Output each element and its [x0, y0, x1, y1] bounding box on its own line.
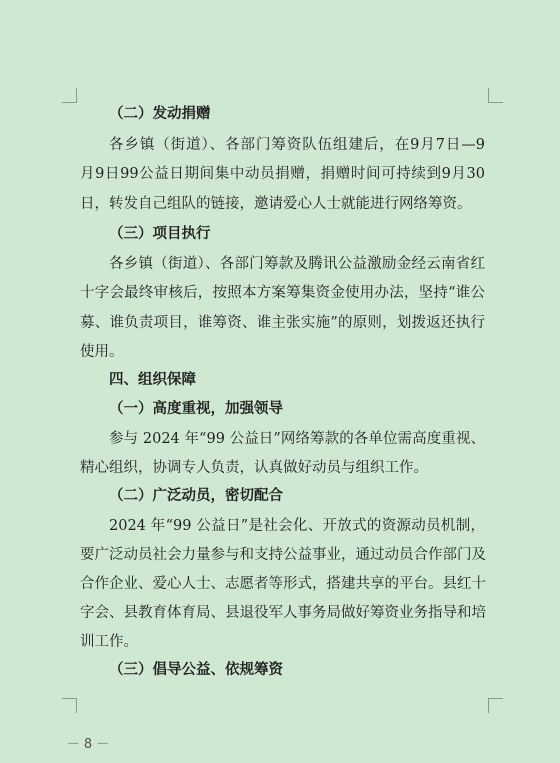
paragraph-line: 募、谁负责项目，谁筹资、谁主张实施”的原则，划拨返还执行	[80, 315, 485, 331]
page-number: － 8 －	[66, 737, 110, 752]
paragraph-line: 合作企业、爱心人士、志愿者等形式，搭建共享的平台。县红十	[80, 576, 486, 592]
crop-mark-top-left	[62, 88, 77, 103]
paragraph-line: 各乡镇（街道）、各部门筹资队伍组建后，在9月7日—9	[109, 137, 485, 153]
paragraph-line: 精心组织，协调专人负责，认真做好动员与组织工作。	[80, 460, 428, 476]
subheading-advocate-public-welfare: （三）倡导公益、依规筹资	[109, 661, 283, 678]
paragraph-line: 2024 年“99 公益日”是社会化、开放式的资源动员机制，	[109, 518, 485, 534]
section-heading-organization: 四、组织保障	[109, 371, 196, 388]
subheading-attention-leadership: （一）高度重视，加强领导	[109, 400, 283, 417]
paragraph-line: 使用。	[80, 344, 124, 360]
subheading-mobilize-donation: （二）发动捐赠	[109, 105, 211, 122]
crop-mark-top-right	[488, 88, 503, 103]
paragraph-line: 月9日99公益日期间集中动员捐赠，捐赠时间可持续到9月30	[80, 166, 485, 182]
paragraph-line: 日，转发自己组队的链接，邀请爱心人士就能进行网络筹资。	[80, 196, 472, 212]
crop-mark-bottom-right	[488, 698, 503, 713]
paragraph-line: 十字会最终审核后，按照本方案筹集资金使用办法，坚持“谁公	[80, 285, 485, 301]
paragraph-line: 训工作。	[80, 634, 138, 650]
paragraph-line: 字会、县教育体育局、县退役军人事务局做好筹资业务指导和培	[80, 605, 486, 621]
subheading-project-execution: （三）项目执行	[109, 225, 211, 242]
paragraph-line: 要广泛动员社会力量参与和支持公益事业，通过动员合作部门及	[80, 547, 486, 563]
paragraph-line: 参与 2024 年“99 公益日”网络筹款的各单位需高度重视、	[109, 431, 485, 447]
crop-mark-bottom-left	[62, 698, 77, 713]
paragraph-line: 各乡镇（街道）、各部门筹款及腾讯公益激励金经云南省红	[109, 256, 485, 272]
subheading-broad-mobilization: （二）广泛动员，密切配合	[109, 487, 283, 504]
